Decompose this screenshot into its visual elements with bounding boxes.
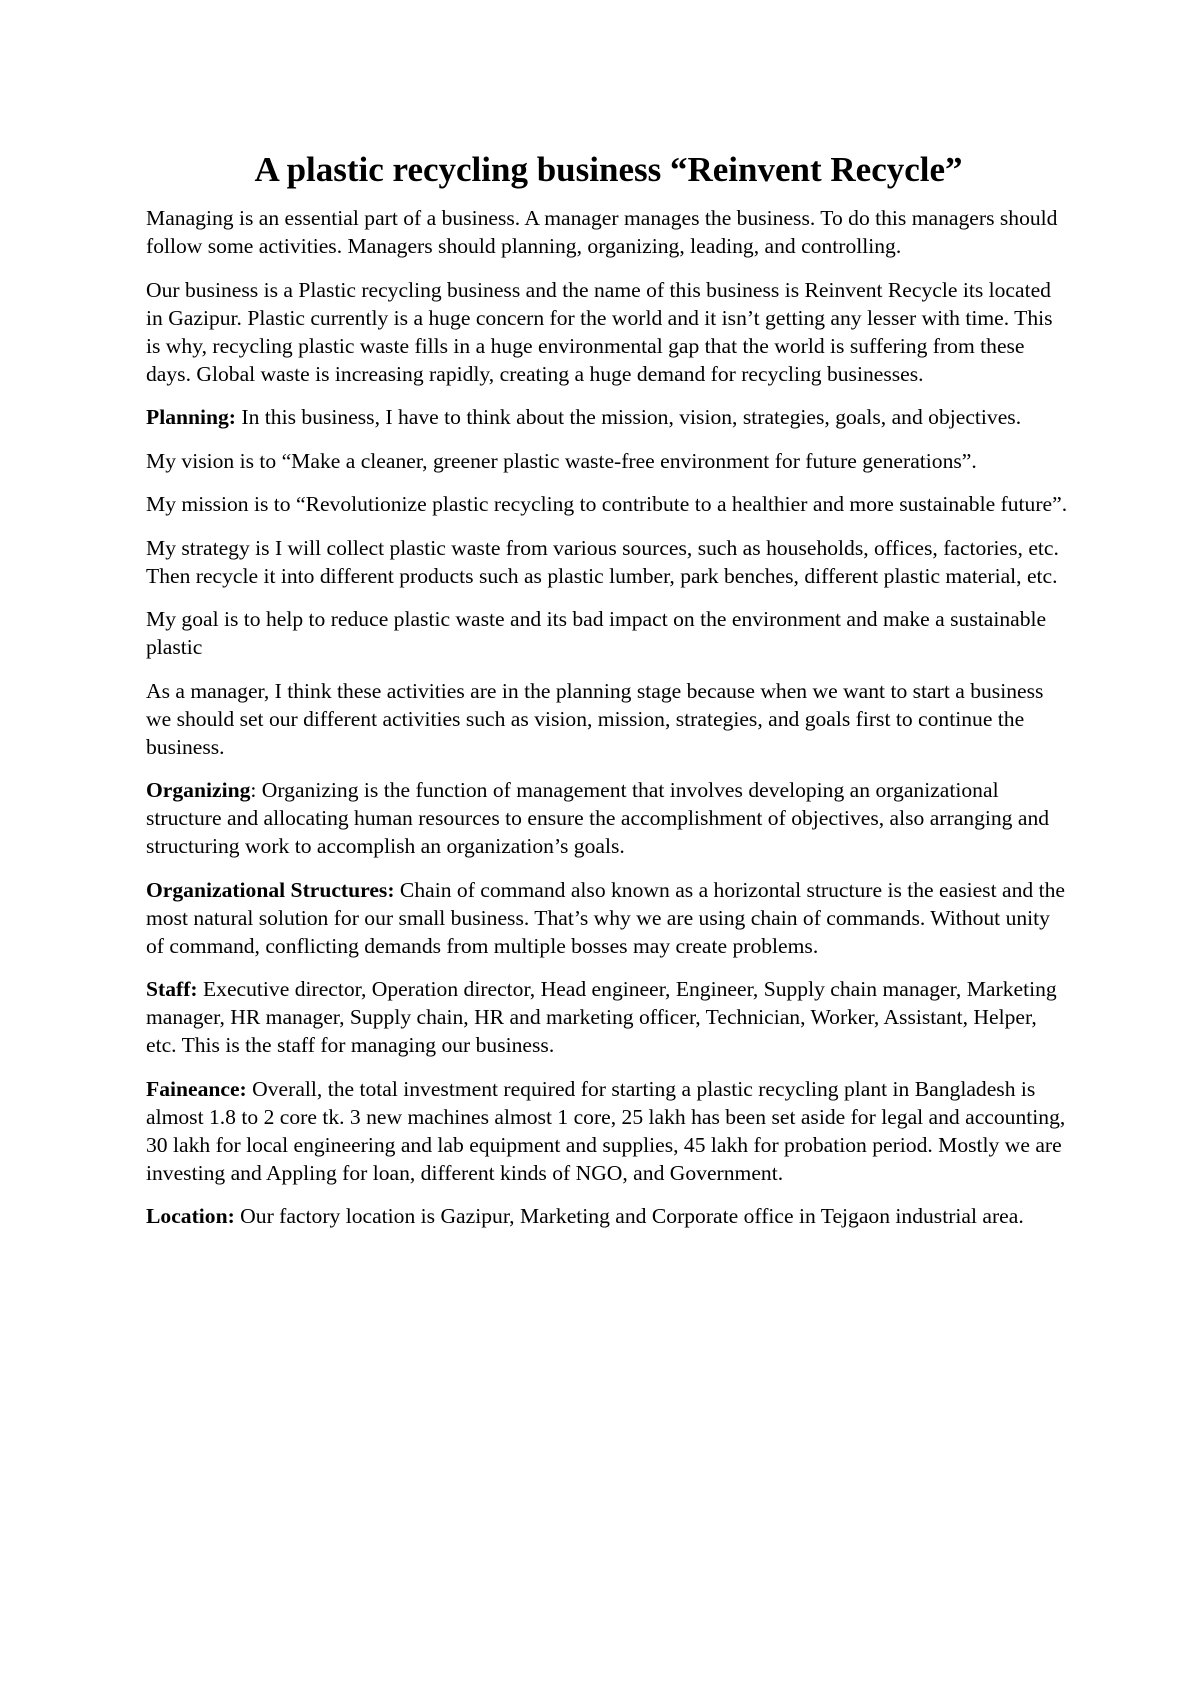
paragraph-business [146, 276, 1071, 388]
paragraph-text: In this business, I have to think about the mission, vision, strategies, goals, and objectives. [236, 405, 1022, 429]
paragraph-organizational-structures [146, 876, 1071, 960]
paragraph-vision [146, 447, 1071, 475]
paragraph-text: As a manager, I think these activities are in the planning stage because when we want to start a business we should set our different activities such as vision, mission, strategies, and goals first to continue the business. [146, 678, 1044, 759]
paragraph-text: My vision is to “Make a cleaner, greener plastic waste-free environment for future generations”. [146, 448, 977, 473]
paragraph-organizing [146, 776, 1071, 860]
section-label: Location: [146, 1204, 235, 1228]
section-label: Organizing [146, 778, 251, 802]
section-label: Planning: [146, 405, 237, 429]
paragraph-faineance [146, 1075, 1071, 1187]
paragraph-staff [146, 975, 1071, 1059]
paragraph-intro [146, 204, 1071, 260]
section-label: Staff: [146, 977, 198, 1001]
document-title: A plastic recycling business “Reinvent Recycle” [254, 150, 963, 189]
paragraph-text: Chain of command also known as a horizontal structure is the easiest and the most natural solution for our small business. That’s why we are using chain of commands. Without unity of command, conflicting demands from multiple bosses may create problems. [146, 877, 1065, 958]
paragraph-text: My goal is to help to reduce plastic waste and its bad impact on the environment and make a sustainable plastic [146, 607, 1047, 659]
paragraph-text: My mission is to “Revolutionize plastic recycling to contribute to a healthier and more sustainable future”. [146, 492, 1068, 516]
paragraph-text: Managing is an essential part of a business. A manager manages the business. To do this managers should follow some activities. Managers should planning, organizing, leading, and controlling. [146, 206, 1058, 258]
paragraph-planning [146, 403, 1071, 431]
paragraph-text: Our business is a Plastic recycling business and the name of this business is Reinvent Recycle its located in Gazipur. Plastic currently is a huge concern for the world and it isn’t getting any lesser with time. This is why, recycling plastic waste fills in a huge environmental gap that the world is suffering from these days. Global waste is increasing rapidly, creating a huge demand for recycling businesses. [146, 277, 1053, 386]
paragraph-text: : Organizing is the function of management that involves developing an organizational structure and allocating human resources to ensure the accomplishment of objectives, also arranging and structuring work to accomplish an organization’s goals. [146, 778, 1050, 858]
paragraph-text: Overall, the total investment required for starting a plastic recycling plant in Bangladesh is almost 1.8 to 2 core tk. 3 new machines almost 1 core, 25 lakh has been set aside for legal and accounting, 30 lakh for local engineering and lab equipment and supplies, 45 lakh for probation period. Mostly we are investing and Appling for loan, different kinds of NGO, and Government. [146, 1076, 1066, 1185]
section-label: Organizational Structures: [146, 877, 395, 902]
paragraph-text: Executive director, Operation director, Head engineer, Engineer, Supply chain manager, Marketing manager, HR manager, Supply chain, HR and marketing officer, Technician, Worker, Assistant, Helper, etc. This is the staff for managing our business. [146, 977, 1057, 1057]
paragraph-planning-stage [146, 677, 1071, 761]
document-body [146, 148, 1071, 1246]
paragraph-mission [146, 490, 1071, 518]
paragraph-text: My strategy is I will collect plastic waste from various sources, such as households, offices, factories, etc. Then recycle it into different products such as plastic lumber, park benches, different plastic material, etc. [146, 535, 1059, 588]
section-label: Faineance: [146, 1076, 247, 1101]
paragraph-goal [146, 605, 1071, 661]
paragraph-location [146, 1202, 1071, 1230]
paragraph-text: Our factory location is Gazipur, Marketing and Corporate office in Tejgaon industrial area. [234, 1204, 1024, 1228]
paragraph-strategy [146, 534, 1071, 590]
